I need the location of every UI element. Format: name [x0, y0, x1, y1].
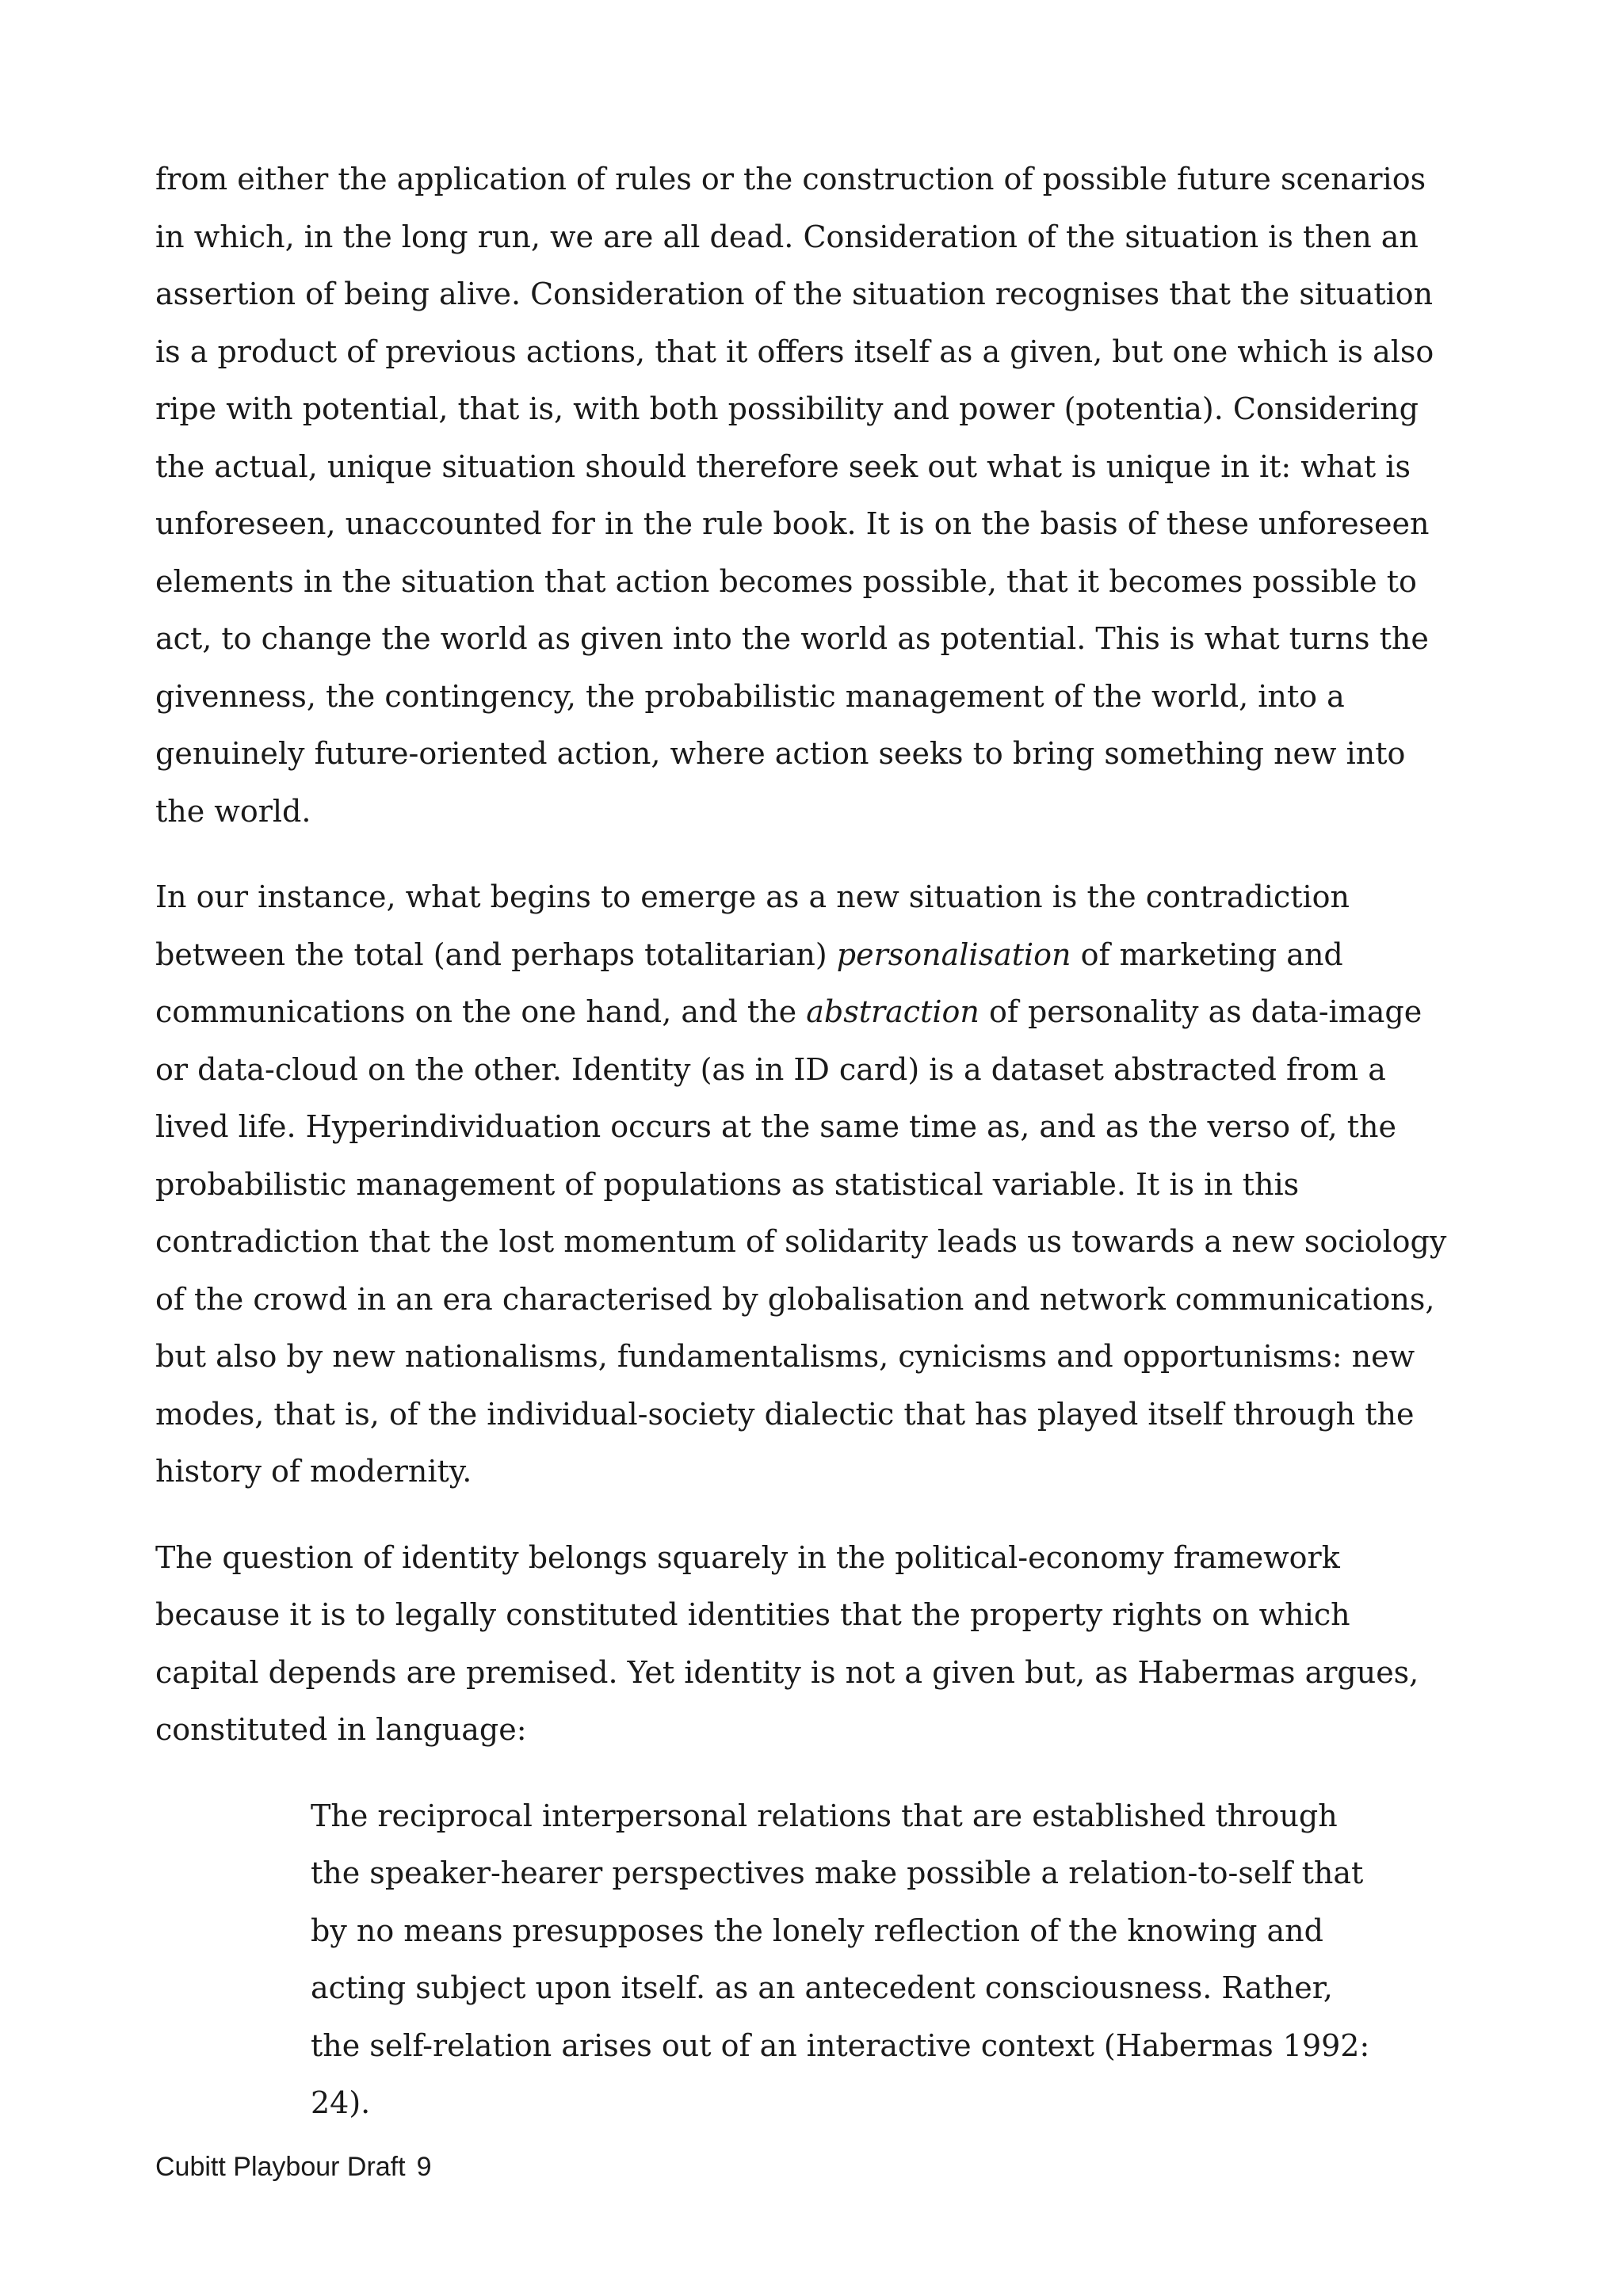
paragraph-3 [155, 1529, 1419, 1759]
text-line: unforeseen, unaccounted for in the rule book. It is on the basis of these unforeseen [155, 506, 1430, 541]
text-line: In our instance, what begins to emerge as a new situation is the contradiction [155, 879, 1350, 914]
text-line: capital depends are premised. Yet identity is not a given but, as Habermas argues, [155, 1654, 1419, 1690]
block-quote [311, 1787, 1392, 2132]
footer-title: Cubitt Playbour Draft [155, 2152, 406, 2182]
text-line: ripe with potential, that is, with both possibility and power (potentia). Considering [155, 391, 1419, 426]
text-line: contradiction that the lost momentum of solidarity leads us towards a new sociology [155, 1224, 1447, 1259]
text-line: because it is to legally constituted identities that the property rights on which [155, 1597, 1350, 1632]
text-line: The question of identity belongs squarely in the political-economy framework [155, 1539, 1340, 1575]
text-run: of marketing and [1071, 936, 1343, 972]
emphasis-personalisation: personalisation [836, 936, 1071, 972]
text-line: givenness, the contingency, the probabilistic management of the world, into a [155, 678, 1345, 714]
text-line: elements in the situation that action becomes possible, that it becomes possible to [155, 563, 1417, 599]
text-line: modes, that is, of the individual-society dialectic that has played itself through the [155, 1396, 1415, 1432]
paragraph-2 [155, 868, 1447, 1501]
text-line: genuinely future-oriented action, where action seeks to bring something new into [155, 736, 1406, 771]
text-run: of personality as data-image [979, 994, 1423, 1029]
quote-line: 24). [311, 2085, 371, 2120]
text-line: lived life. Hyperindividuation occurs at the same time as, and as the verso of, the [155, 1109, 1397, 1144]
text-line: in which, in the long run, we are all dead. Consideration of the situation is then an [155, 219, 1419, 254]
emphasis-abstraction: abstraction [806, 994, 980, 1029]
text-line: but also by new nationalisms, fundamentalisms, cynicisms and opportunisms: new [155, 1339, 1415, 1374]
body-text [155, 151, 1447, 2132]
quote-line: acting subject upon itself. as an antecedent consciousness. Rather, [311, 1970, 1333, 2005]
text-line: the world. [155, 793, 311, 829]
page-number: 9 [416, 2152, 432, 2182]
text-line: of the crowd in an era characterised by globalisation and network communications, [155, 1281, 1435, 1317]
text-line: history of modernity. [155, 1454, 472, 1489]
quote-line: the self-relation arises out of an interactive context (Habermas 1992: [311, 2027, 1370, 2063]
text-line: constituted in language: [155, 1712, 527, 1747]
text-line: or data-cloud on the other. Identity (as in ID card) is a dataset abstracted from a [155, 1051, 1386, 1087]
text-line [155, 926, 1392, 984]
quote-line: the speaker-hearer perspectives make possible a relation-to-self that [311, 1855, 1364, 1890]
text-line: is a product of previous actions, that it offers itself as a given, but one which is also [155, 334, 1434, 369]
text-line: act, to change the world as given into the world as potential. This is what turns the [155, 621, 1429, 656]
text-line: from either the application of rules or the construction of possible future scenarios [155, 162, 1426, 196]
quote-line: The reciprocal interpersonal relations that are established through [311, 1798, 1338, 1833]
paragraph-1 [155, 151, 1434, 840]
text-run: between the total (and perhaps totalitarian) [155, 936, 837, 972]
text-run: communications on the one hand, and the [155, 994, 807, 1029]
text-line: the actual, unique situation should therefore seek out what is unique in it: what is [155, 448, 1411, 484]
page-footer [155, 2152, 432, 2183]
text-line: probabilistic management of populations as statistical variable. It is in this [155, 1166, 1300, 1202]
quote-line: by no means presupposes the lonely reflection of the knowing and [311, 1913, 1323, 1948]
text-line [155, 983, 1423, 1041]
text-line: assertion of being alive. Consideration of the situation recognises that the situation [155, 277, 1434, 311]
